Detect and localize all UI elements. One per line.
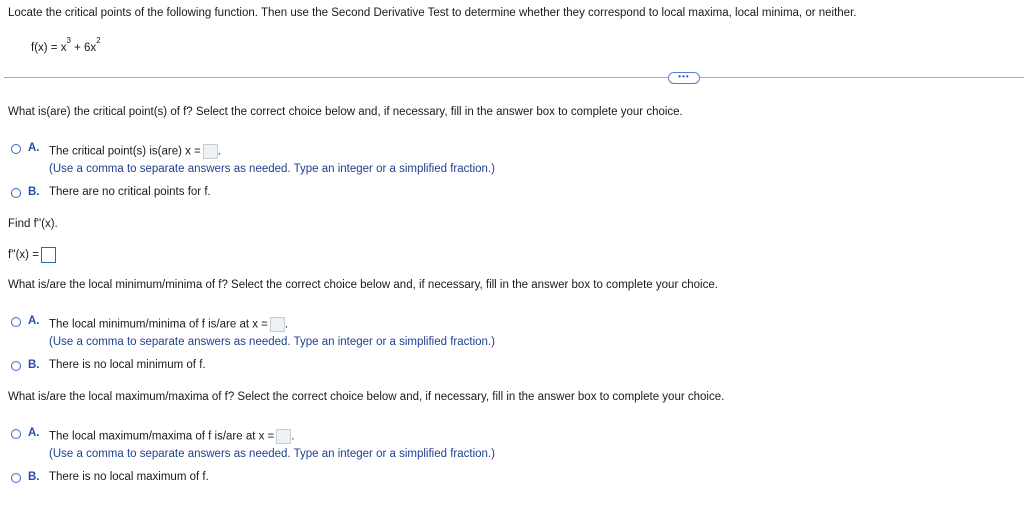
q2-answer-box[interactable]	[41, 247, 56, 263]
q1-option-a-letter: A.	[28, 142, 40, 154]
q3-option-b-text: There is no local minimum of f.	[49, 359, 206, 371]
q1-answer-box[interactable]	[203, 144, 218, 159]
q4-option-a-hint: (Use a comma to separate answers as needed. Type an integer or a simplified fraction.)	[49, 448, 495, 460]
section-divider	[4, 77, 1024, 78]
q1-option-a-period: .	[217, 145, 221, 158]
q3-option-a-label: The local minimum/minima of f is/are at x =	[49, 318, 268, 331]
q3-prompt: What is/are the local minimum/minima of f? Select the correct choice below and, if necessary, fill in the answer box to complete your choice.	[8, 279, 718, 291]
q4-answer-box[interactable]	[276, 429, 291, 444]
q3-option-b-radio[interactable]	[11, 361, 21, 371]
exponent-3: 3	[66, 36, 71, 45]
q1-option-a-hint: (Use a comma to separate answers as needed. Type an integer or a simplified fraction.)	[49, 163, 495, 175]
q2-label: f''(x) =	[8, 249, 39, 262]
q3-option-a-hint: (Use a comma to separate answers as needed. Type an integer or a simplified fraction.)	[49, 336, 495, 348]
q3-answer-box[interactable]	[270, 317, 285, 332]
q4-option-a-radio[interactable]	[11, 429, 21, 439]
q1-option-a-label: The critical point(s) is(are) x =	[49, 145, 201, 158]
q3-option-a-radio[interactable]	[11, 317, 21, 327]
q1-option-b-text: There are no critical points for f.	[49, 186, 211, 198]
q1-option-a-text	[49, 144, 221, 159]
q4-option-a-letter: A.	[28, 427, 40, 439]
problem-instruction: Locate the critical points of the following function. Then use the Second Derivative Test to determine whether they correspond to local maxima, local minima, or neither.	[8, 7, 857, 19]
q3-option-a-period: .	[284, 318, 289, 331]
q3-option-a-text	[49, 317, 288, 332]
q3-option-b-letter: B.	[28, 359, 40, 371]
exponent-2: 2	[96, 36, 101, 45]
q2-prompt: Find f''(x).	[8, 218, 58, 230]
q3-option-a-letter: A.	[28, 315, 40, 327]
function-expression	[31, 36, 101, 54]
q4-option-a-text	[49, 429, 294, 444]
q1-option-a-radio[interactable]	[11, 144, 21, 154]
q4-option-a-period: .	[291, 430, 295, 443]
q4-option-a-label: The local maximum/maxima of f is/are at x =	[49, 430, 275, 443]
q2-answer-row	[8, 247, 56, 263]
q1-prompt: What is(are) the critical point(s) of f? Select the correct choice below and, if necessary, fill in the answer box to complete your choice.	[8, 106, 683, 118]
q4-option-b-text: There is no local maximum of f.	[49, 471, 209, 483]
function-mid: + 6x	[70, 41, 97, 54]
more-options-button[interactable]: •••	[668, 72, 700, 84]
q4-prompt: What is/are the local maximum/maxima of f? Select the correct choice below and, if necessary, fill in the answer box to complete your choice.	[8, 391, 725, 403]
q1-option-b-letter: B.	[28, 186, 40, 198]
q4-option-b-radio[interactable]	[11, 473, 21, 483]
function-prefix: f(x) = x	[31, 41, 67, 54]
q4-option-b-letter: B.	[28, 471, 40, 483]
q1-option-b-radio[interactable]	[11, 188, 21, 198]
